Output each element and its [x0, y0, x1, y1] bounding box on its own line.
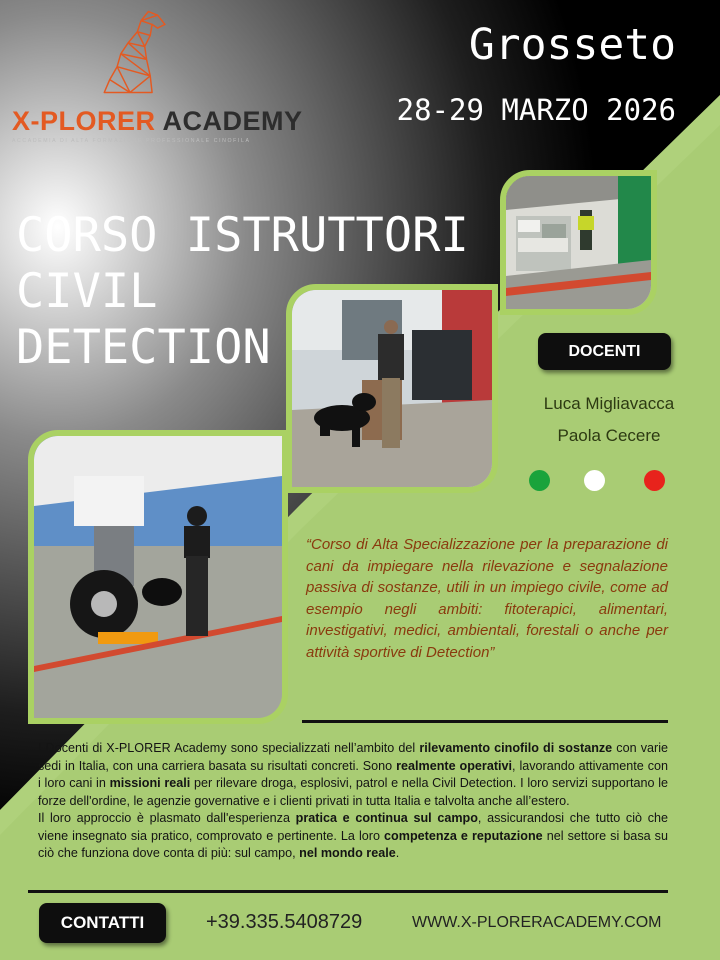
description-highlight: missioni reali	[109, 776, 191, 790]
brand-tagline: ACCADEMIA DI ALTA FORMAZIONE PROFESSIONALE CINOFILA	[12, 138, 251, 144]
description-paragraph-2	[38, 810, 668, 863]
description-paragraph-1	[38, 740, 668, 810]
event-city: Grosseto	[468, 20, 676, 70]
teacher-name: Luca Migliavacca	[543, 394, 675, 413]
description-text: Il loro approccio è plasmato dall'esperienza	[38, 811, 296, 825]
course-title-line-3: DETECTION	[16, 320, 271, 375]
description-highlight: realmente operativi	[396, 758, 513, 773]
divider	[28, 890, 668, 893]
contatti-label: CONTATTI	[39, 903, 166, 943]
description-text: con varie sedi in Italia, con una carriera basata su risultati concreti. Sono	[38, 741, 668, 773]
flag-dot-white	[584, 470, 605, 491]
event-dates: 28-29 MARZO 2026	[396, 93, 676, 127]
dog-logo-icon	[84, 6, 176, 98]
brand-name-part2: ACADEMY	[162, 106, 303, 136]
brand-name	[12, 106, 303, 137]
truck-inspection-photo	[500, 170, 657, 315]
phone-number[interactable]: +39.335.5408729	[206, 911, 363, 933]
divider	[302, 720, 668, 723]
docenti-label: DOCENTI	[538, 333, 671, 370]
description-text: .	[395, 846, 400, 860]
academy-description	[38, 740, 668, 863]
dog-training-photo	[286, 284, 498, 493]
course-description-quote: “Corso di Alta Specializzazione per la preparazione di cani da impiegare nella rilevazione e segnalazione passiva di sostanze, utili in un impiego civile, come ad esempio negli ambiti: fitoterapici, alimentari, investigativi, medici, ambientali, forestali o anche per attività sportive di Detection”	[306, 536, 668, 661]
description-highlight: pratica e continua sul campo	[295, 811, 478, 825]
description-text: I Docenti di X-PLORER Academy sono specializzati nell’ambito del	[38, 741, 420, 755]
description-text: per rilevare droga, esplosivi, patrol e nella Civil Detection. I loro servizi supportano le forze dell'ordine, le agenzie governative e i clienti privati in tutta Italia e talvolta anche all’estero.	[38, 776, 668, 808]
teacher-name: Paola Cecere	[557, 426, 661, 445]
description-highlight: rilevamento cinofilo di sostanze	[419, 741, 613, 755]
description-highlight: nel mondo reale	[299, 846, 396, 860]
course-title-line-1: CORSO ISTRUTTORI	[16, 208, 469, 263]
description-text: , lavorando attivamente con i loro cani in	[38, 758, 669, 790]
description-text: , assicurandosi che tutto ciò che viene insegnato sia pratico, comprovato e pertinente. La loro	[38, 811, 668, 843]
course-title-line-2: CIVIL	[16, 264, 158, 319]
flag-dot-red	[644, 470, 665, 491]
brand-name-part1: X-PLORER	[12, 106, 156, 136]
description-highlight: competenza e reputazione	[384, 828, 543, 843]
airport-aircraft-photo	[28, 430, 288, 724]
description-text: nel settore si basa su ciò che funziona dove conta di più: sul campo,	[38, 828, 668, 860]
flag-dot-green	[529, 470, 550, 491]
website-link[interactable]: WWW.X-PLORERACADEMY.COM	[412, 914, 662, 931]
